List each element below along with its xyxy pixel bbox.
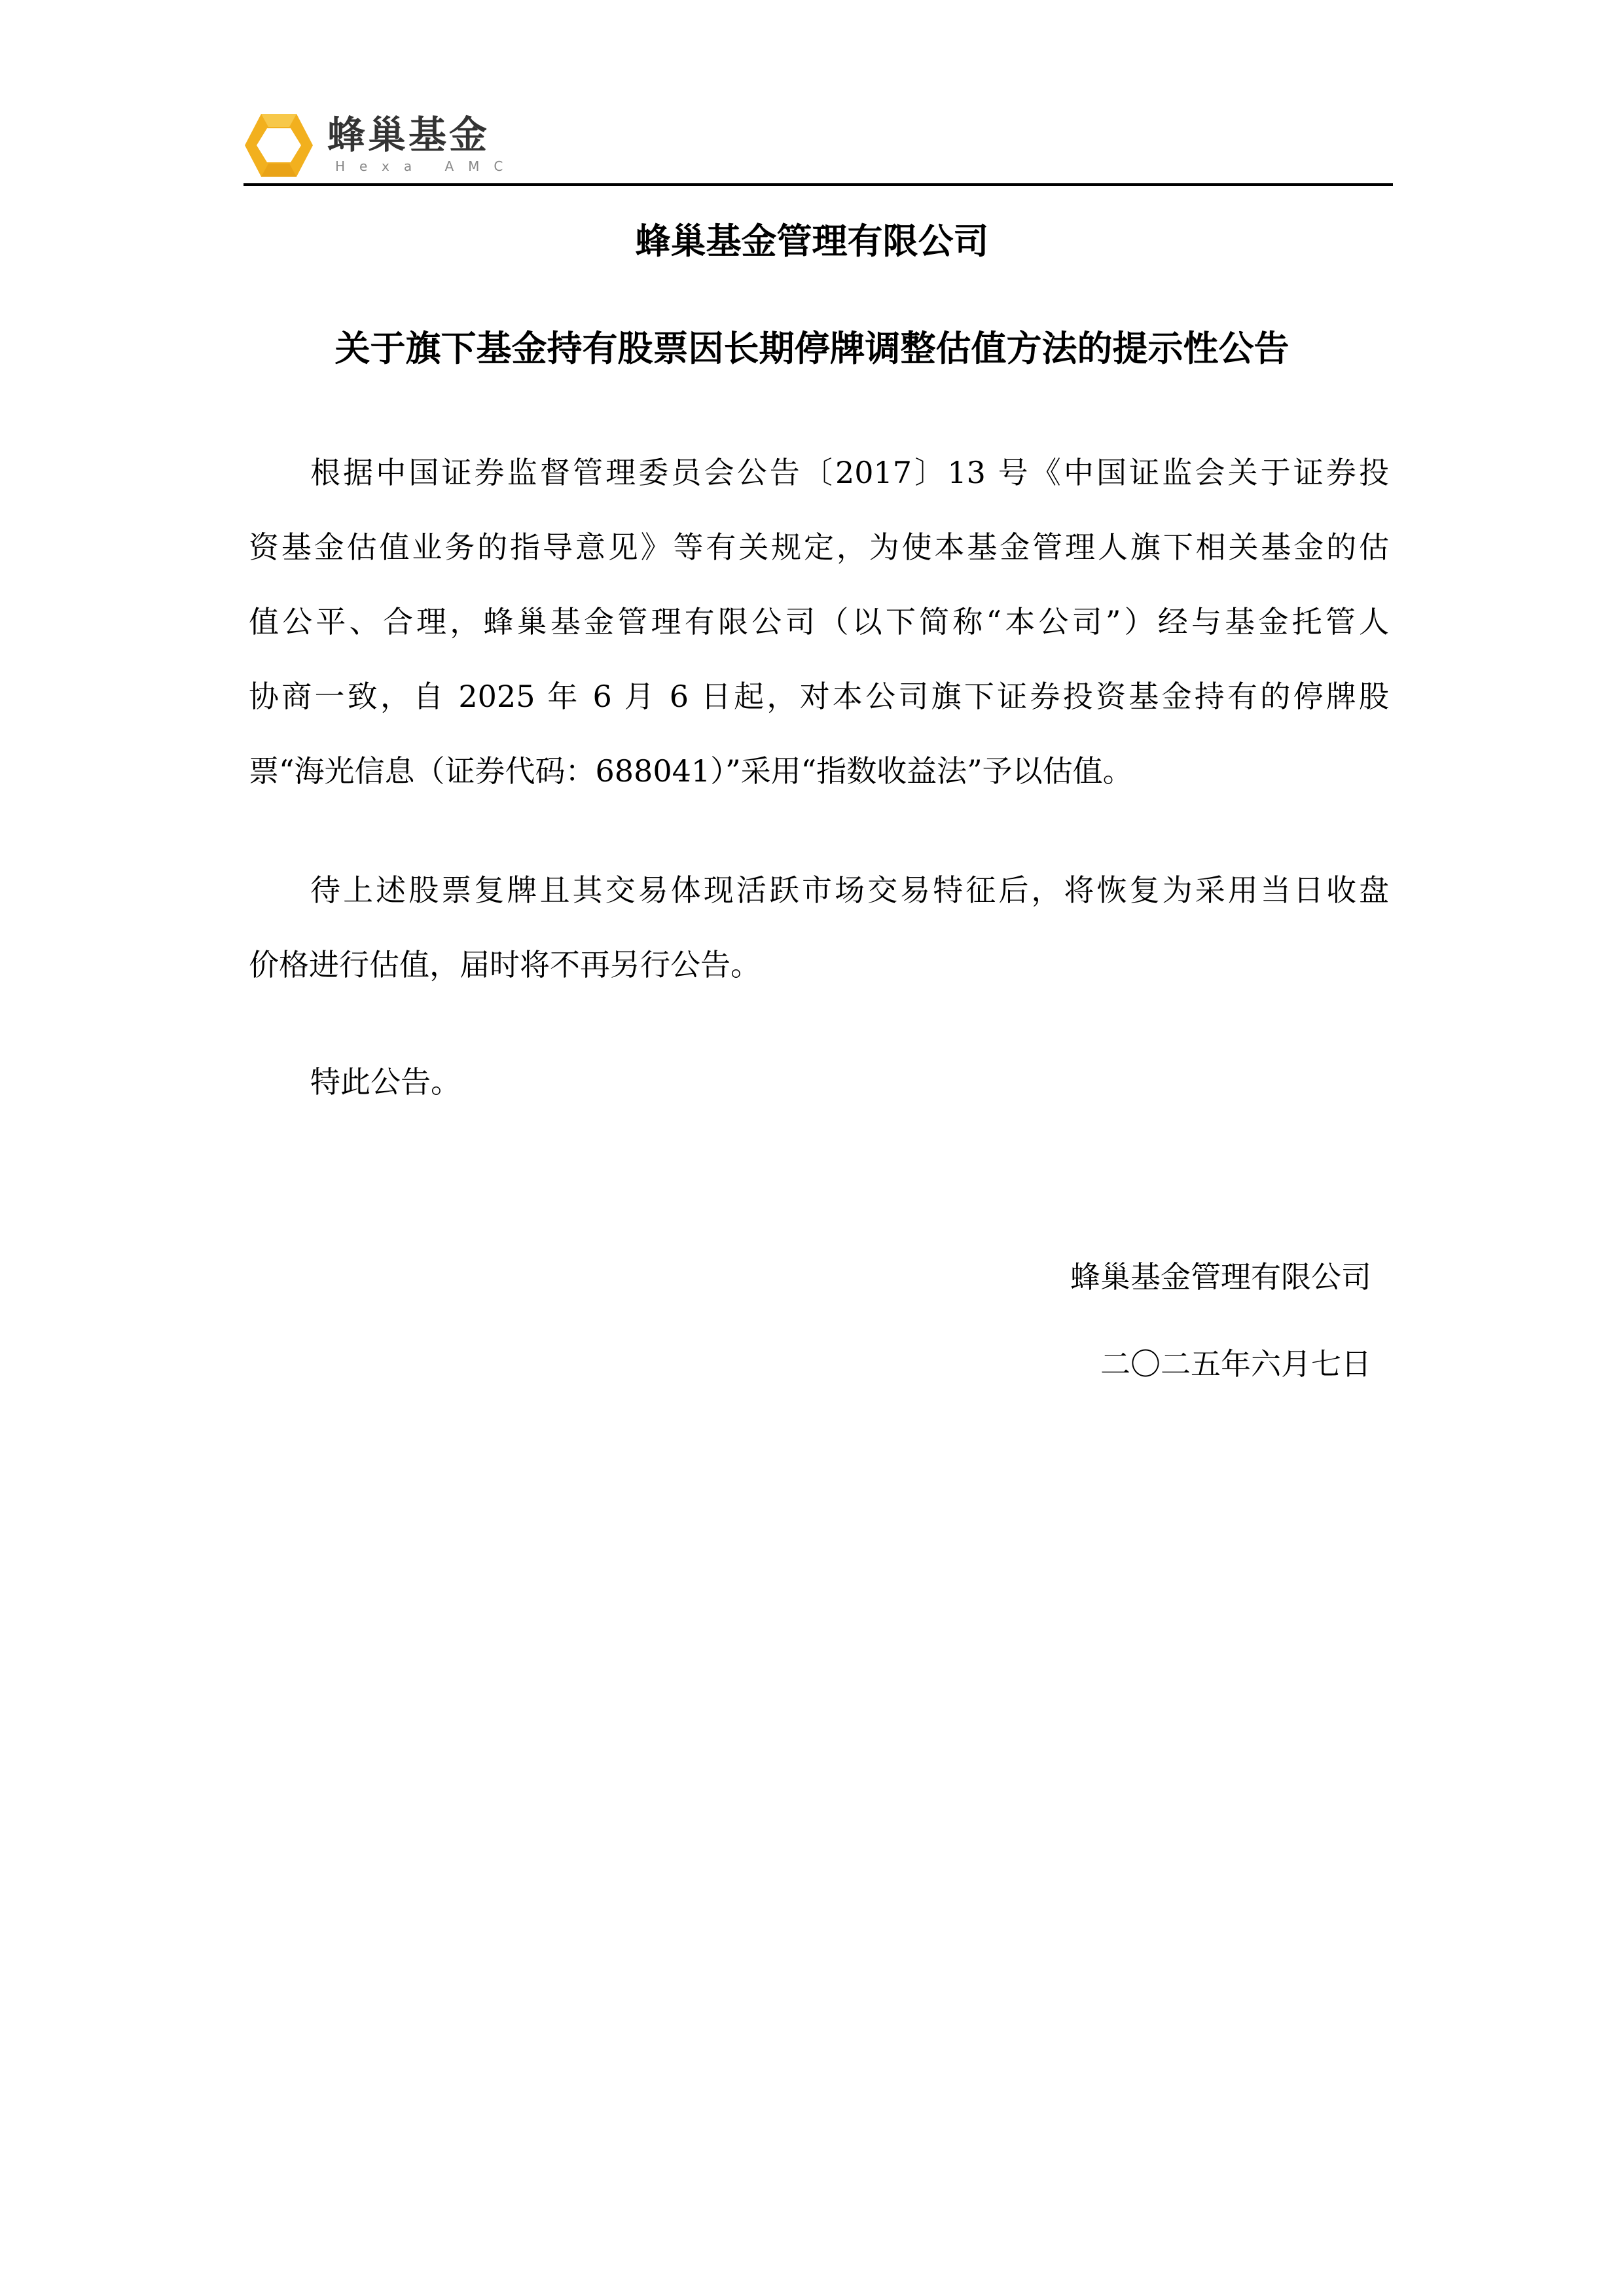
signature-date: 二〇二五年六月七日 [1100, 1346, 1371, 1382]
text-line: 资基金估值业务的指导意见》等有关规定，为使本基金管理人旗下相关基金的估 [249, 529, 1389, 565]
text-line: 待上述股票复牌且其交易体现活跃市场交易特征后，将恢复为采用当日收盘 [310, 872, 1389, 908]
text-line: 根据中国证券监督管理委员会公告〔2017〕13 号《中国证监会关于证券投 [310, 455, 1389, 490]
text-line: 值公平、合理，蜂巢基金管理有限公司（以下简称“本公司”）经与基金托管人 [249, 604, 1389, 639]
text-line: 特此公告。 [310, 1064, 461, 1100]
company-title: 蜂巢基金管理有限公司 [635, 220, 989, 262]
logo-text: 蜂巢基金 [327, 113, 490, 157]
signature-company: 蜂巢基金管理有限公司 [1070, 1259, 1371, 1295]
paragraph-3 [249, 1062, 1389, 1137]
paragraph-2 [249, 870, 1389, 1020]
announcement-title: 关于旗下基金持有股票因长期停牌调整估值方法的提示性公告 [334, 327, 1290, 369]
hexagon-logo-icon [244, 113, 314, 178]
text-line: 价格进行估值，届时将不再另行公告。 [249, 947, 761, 982]
text-line: 票“海光信息（证券代码：688041）”采用“指数收益法”予以估值。 [249, 753, 1133, 789]
text-line: 协商一致，自 2025 年 6 月 6 日起，对本公司旗下证券投资基金持有的停牌股 [249, 679, 1389, 714]
paragraph-1 [249, 453, 1389, 826]
logo-subtext: Hexa AMC [335, 158, 518, 174]
company-logo [244, 113, 518, 178]
header-divider [244, 183, 1393, 186]
